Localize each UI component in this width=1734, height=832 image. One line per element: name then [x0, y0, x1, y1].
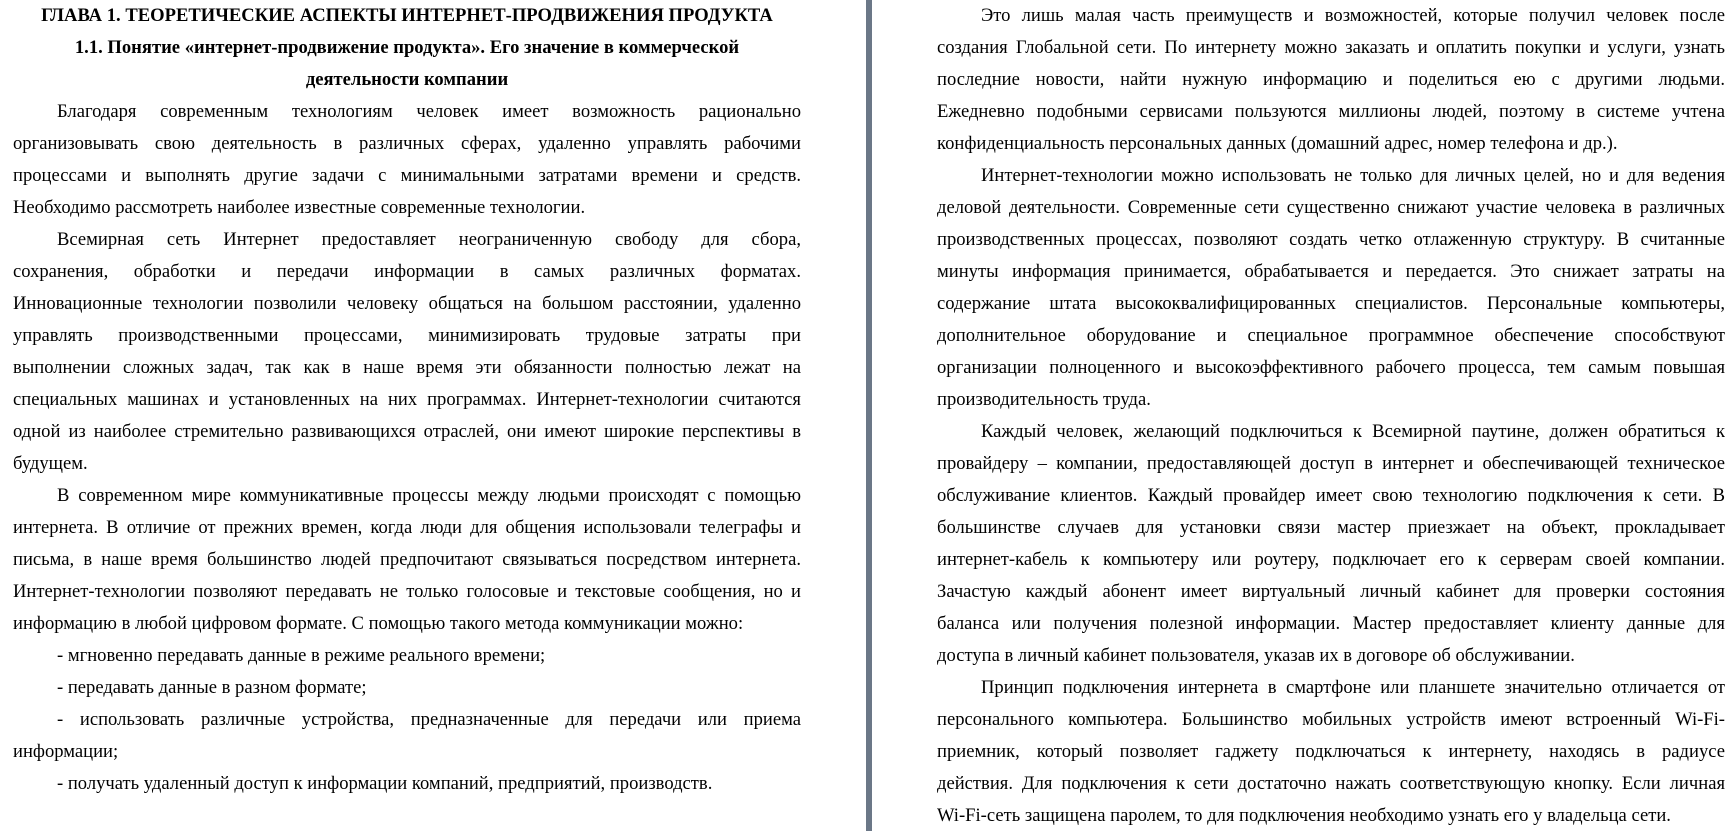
paragraph: [13, 480, 801, 640]
text-line: Всемирная сеть Интернет предоставляет неограниченную свободу для сбора,: [57, 229, 801, 250]
text-line: информацию в любой цифровом формате. С помощью такого метода коммуникации можно:: [13, 613, 744, 634]
text-line: интернета. В отличие от прежних времен, когда люди для общения использовали телеграфы и: [13, 517, 801, 538]
text-line: баланса или получения полезной информации. Мастер предоставляет клиенту данные для: [937, 613, 1725, 634]
text-line: - получать удаленный доступ к информации компаний, предприятий, производств.: [57, 773, 713, 794]
text-line: письма, в наше время большинство людей предпочитают связываться посредством интернета.: [13, 549, 801, 570]
paragraph: [937, 0, 1725, 160]
text-line: Wi-Fi-сеть защищена паролем, то для подключения необходимо узнать его у владельца сети.: [937, 805, 1671, 826]
text-line: Ежедневно подобными сервисами пользуются миллионы людей, поэтому в системе учтена: [937, 101, 1725, 122]
text-line: конфиденциальность персональных данных (домашний адрес, номер телефона и др.).: [937, 133, 1618, 154]
text-line: персонального компьютера. Большинство мобильных устройств имеют встроенный Wi-Fi-: [937, 709, 1725, 730]
text-line: деятельности компании: [305, 69, 509, 90]
text-line: действия. Для подключения к сети достаточно нажать соответствующую кнопку. Если личная: [937, 773, 1725, 794]
text-line: Каждый человек, желающий подключиться к Всемирной паутине, должен обратиться к: [981, 421, 1725, 442]
section-title: [13, 32, 801, 96]
paragraph: [937, 160, 1725, 416]
text-line: последние новости, найти нужную информацию и поделиться ею с другими людьми.: [937, 69, 1725, 90]
text-line: минуты информация принимается, обрабатывается и передается. Это снижает затраты на: [937, 261, 1725, 282]
text-line: Это лишь малая часть преимуществ и возможностей, которые получил человек после: [981, 5, 1725, 26]
text-line: Благодаря современным технологиям человек имеет возможность рационально: [57, 101, 801, 122]
text-line: организовывать свою деятельность в различных сферах, удаленно управлять рабочими: [13, 133, 801, 154]
text-line: управлять производственными процессами, минимизировать трудовые затраты при: [13, 325, 801, 346]
paragraph: [937, 672, 1725, 832]
text-line: доступа в личный кабинет пользователя, указав их в договоре об обслуживании.: [937, 645, 1575, 666]
text-line: одной из наиболее стремительно развивающихся отраслей, они имеют широкие перспективы в: [13, 421, 801, 442]
page-divider: [866, 0, 872, 831]
text-line: Принцип подключения интернета в смартфоне или планшете значительно отличается от: [981, 677, 1725, 698]
text-line: - мгновенно передавать данные в режиме реального времени;: [57, 645, 546, 666]
text-line: выполнении сложных задач, так как в наше время эти обязанности полностью лежат на: [13, 357, 801, 378]
text-line: создания Глобальной сети. По интернету можно заказать и оплатить покупки и услуги, узнать: [937, 37, 1725, 58]
text-line: сохранения, обработки и передачи информации в самых различных форматах.: [13, 261, 801, 282]
text-line: специальных машинах и установленных на них программах. Интернет-технологии считаются: [13, 389, 801, 410]
list-item: [13, 640, 801, 672]
list-item: [13, 768, 801, 800]
paragraph: [937, 416, 1725, 672]
text-line: деловой деятельности. Современные сети существенно снижают участие человека в различных: [937, 197, 1725, 218]
text-line: большинстве случаев для установки связи мастер приезжает на объект, прокладывает: [937, 517, 1725, 538]
text-line: приемник, который позволяет гаджету подключаться к интернету, находясь в радиусе: [937, 741, 1725, 762]
text-line: обслуживание клиентов. Каждый провайдер имеет свою технологию подключения к сети. В: [937, 485, 1725, 506]
right-page: [937, 0, 1725, 832]
text-line: организации полноценного и высокоэффективного рабочего процесса, тем самым повышая: [937, 357, 1725, 378]
text-line: - передавать данные в разном формате;: [57, 677, 367, 698]
text-line: информации;: [13, 741, 119, 762]
text-line: Зачастую каждый абонент имеет виртуальный личный кабинет для проверки состояния: [937, 581, 1725, 602]
text-line: процессами и выполнять другие задачи с минимальными затратами времени и средств.: [13, 165, 801, 186]
text-line: 1.1. Понятие «интернет-продвижение продукта». Его значение в коммерческой: [74, 37, 740, 58]
text-line: производительность труда.: [937, 389, 1151, 410]
text-line: будущем.: [13, 453, 88, 474]
chapter-title: [13, 0, 801, 32]
text-line: производственных процессах, позволяют создать четко отлаженную структуру. В считанные: [937, 229, 1725, 250]
paragraph: [13, 224, 801, 480]
text-line: дополнительное оборудование и специальное программное обеспечение способствуют: [937, 325, 1725, 346]
list-item: [13, 672, 801, 704]
text-line: провайдеру – компании, предоставляющей доступ в интернет и обеспечивающей техническое: [937, 453, 1725, 474]
left-page: [13, 0, 801, 800]
text-line: Интернет-технологии можно использовать не только для личных целей, но и для ведения: [981, 165, 1725, 186]
text-line: - использовать различные устройства, предназначенные для передачи или приема: [57, 709, 801, 730]
text-line: В современном мире коммуникативные процессы между людьми происходят с помощью: [57, 485, 801, 506]
text-line: ГЛАВА 1. ТЕОРЕТИЧЕСКИЕ АСПЕКТЫ ИНТЕРНЕТ-ПРОДВИЖЕНИЯ ПРОДУКТА: [41, 5, 773, 26]
paragraph: [13, 96, 801, 224]
text-line: содержание штата высококвалифицированных специалистов. Персональные компьютеры,: [937, 293, 1725, 314]
text-line: Инновационные технологии позволили человеку общаться на большом расстоянии, удаленно: [13, 293, 801, 314]
text-line: интернет-кабель к компьютеру или роутеру, подключает его к серверам своей компании.: [937, 549, 1725, 570]
list-item: [13, 704, 801, 768]
text-line: Необходимо рассмотреть наиболее известные современные технологии.: [13, 197, 586, 218]
text-line: Интернет-технологии позволяют передавать не только голосовые и текстовые сообщения, но и: [13, 581, 801, 602]
